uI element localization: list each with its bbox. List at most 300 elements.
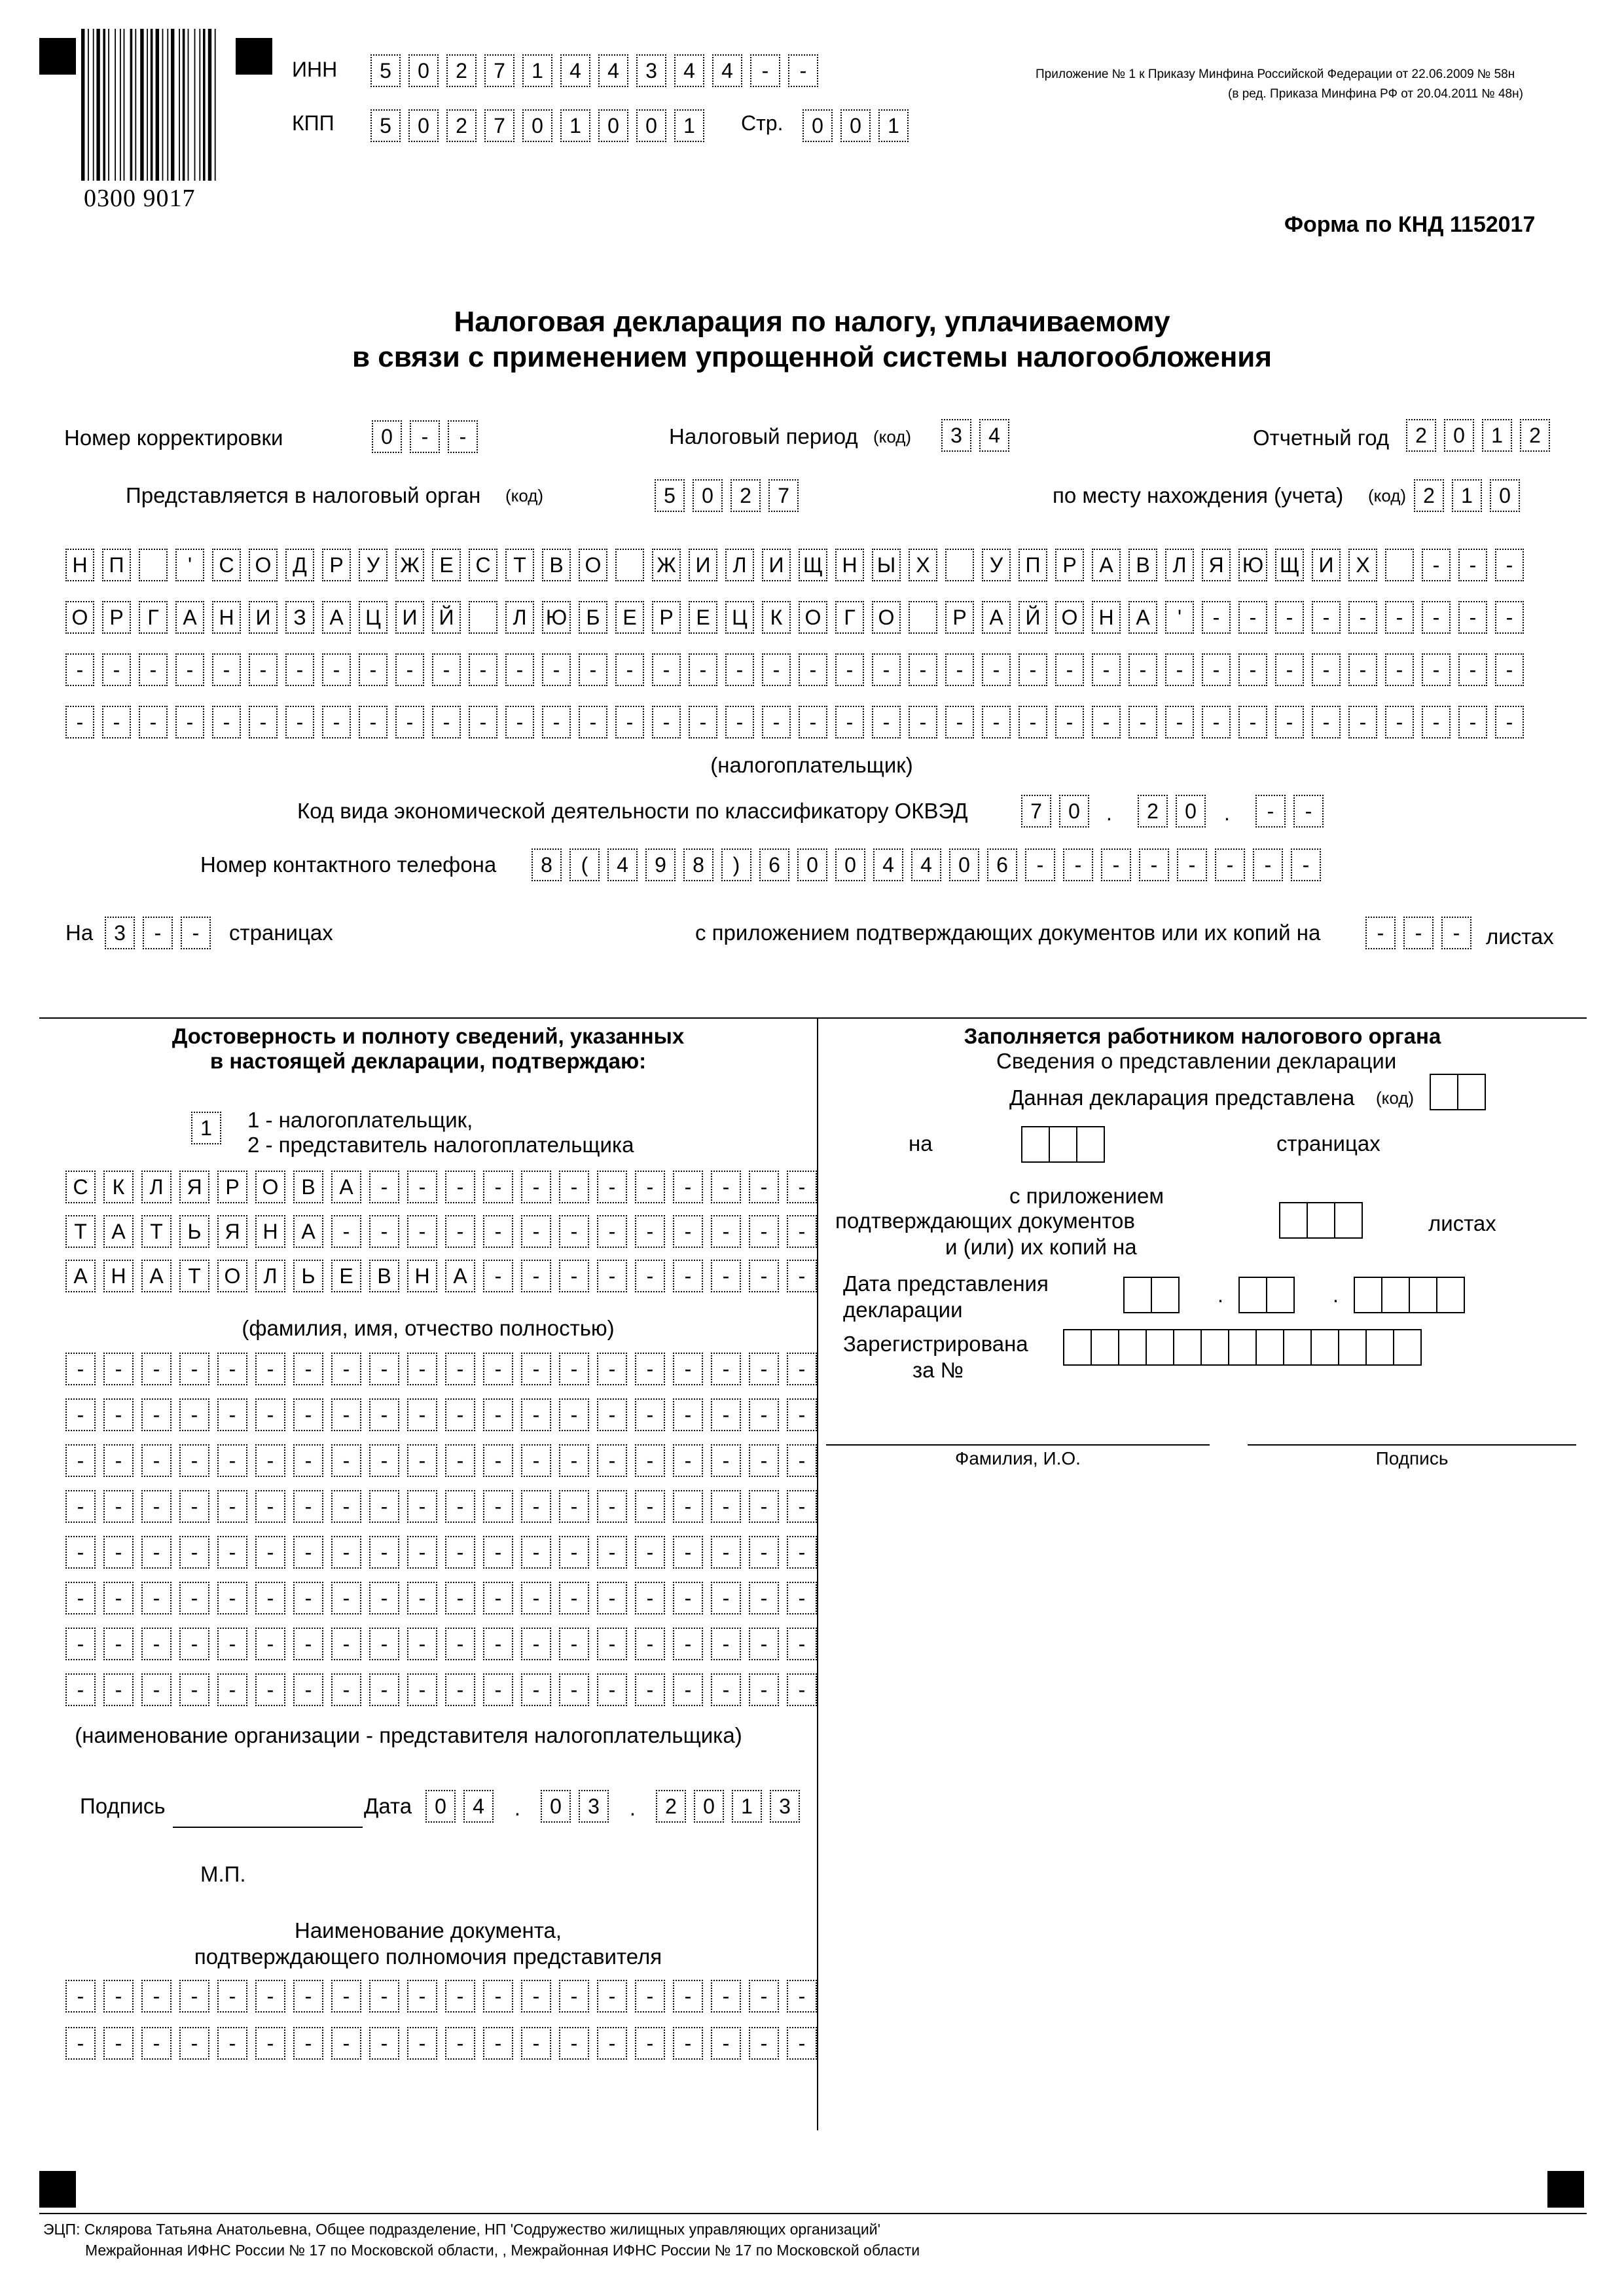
char-cell[interactable] bbox=[1307, 1202, 1335, 1239]
char-cell[interactable]: - bbox=[217, 1628, 247, 1660]
char-cell[interactable]: - bbox=[673, 1980, 703, 2013]
char-cell[interactable]: 5 bbox=[655, 479, 685, 512]
char-cell[interactable]: - bbox=[407, 1980, 437, 2013]
char-cell[interactable]: - bbox=[331, 1398, 361, 1431]
char-cell[interactable]: - bbox=[181, 917, 211, 949]
char-cell[interactable]: - bbox=[395, 706, 424, 738]
signature-line[interactable] bbox=[173, 1827, 363, 1828]
char-cell[interactable]: - bbox=[749, 1353, 779, 1385]
char-cell[interactable]: - bbox=[597, 1215, 627, 1248]
char-cell[interactable]: - bbox=[103, 1353, 134, 1385]
char-cell[interactable]: - bbox=[1055, 706, 1084, 738]
char-cell[interactable] bbox=[1063, 1329, 1092, 1366]
char-cell[interactable]: - bbox=[331, 1673, 361, 1706]
char-cell[interactable]: - bbox=[483, 1628, 513, 1660]
char-cell[interactable]: 1 bbox=[878, 109, 909, 142]
char-cell[interactable]: - bbox=[1063, 848, 1093, 881]
char-cell[interactable]: - bbox=[725, 706, 754, 738]
char-cell[interactable]: - bbox=[331, 1582, 361, 1614]
char-cell[interactable]: 8 bbox=[532, 848, 562, 881]
taxpayer-name-row[interactable] bbox=[65, 549, 1532, 581]
char-cell[interactable]: - bbox=[787, 1536, 817, 1569]
char-cell[interactable]: Ц bbox=[725, 601, 754, 634]
char-cell[interactable] bbox=[1228, 1329, 1257, 1366]
char-cell[interactable]: Н bbox=[407, 1260, 437, 1292]
char-cell[interactable]: Щ bbox=[1275, 549, 1304, 581]
char-cell[interactable]: - bbox=[1101, 848, 1131, 881]
char-cell[interactable]: - bbox=[787, 1490, 817, 1523]
char-cell[interactable]: - bbox=[1128, 706, 1157, 738]
char-cell[interactable]: - bbox=[673, 1353, 703, 1385]
char-cell[interactable]: 4 bbox=[463, 1790, 494, 1823]
char-cell[interactable] bbox=[1354, 1277, 1382, 1313]
char-cell[interactable] bbox=[1338, 1329, 1367, 1366]
char-cell[interactable]: 0 bbox=[408, 54, 439, 87]
char-cell[interactable]: - bbox=[293, 1398, 323, 1431]
char-cell[interactable]: - bbox=[1495, 549, 1524, 581]
char-cell[interactable]: - bbox=[1202, 601, 1231, 634]
char-cell[interactable]: - bbox=[749, 1444, 779, 1477]
char-cell[interactable]: - bbox=[469, 706, 497, 738]
char-cell[interactable]: Ь bbox=[293, 1260, 323, 1292]
char-cell[interactable]: - bbox=[1348, 653, 1377, 686]
char-cell[interactable]: - bbox=[141, 1490, 171, 1523]
char-cell[interactable]: Н bbox=[65, 549, 94, 581]
char-cell[interactable] bbox=[1118, 1329, 1147, 1366]
char-cell[interactable]: - bbox=[369, 1215, 399, 1248]
page-number-field[interactable] bbox=[803, 109, 916, 142]
char-cell[interactable]: 0 bbox=[541, 1790, 571, 1823]
char-cell[interactable] bbox=[1049, 1126, 1077, 1163]
char-cell[interactable]: - bbox=[103, 1490, 134, 1523]
char-cell[interactable]: - bbox=[1025, 848, 1055, 881]
char-cell[interactable]: - bbox=[787, 1353, 817, 1385]
char-cell[interactable]: - bbox=[369, 1980, 399, 2013]
char-cell[interactable]: 1 bbox=[674, 109, 704, 142]
char-cell[interactable]: - bbox=[65, 1980, 96, 2013]
char-cell[interactable]: - bbox=[505, 653, 534, 686]
char-cell[interactable]: ' bbox=[1165, 601, 1194, 634]
char-cell[interactable]: И bbox=[395, 601, 424, 634]
char-cell[interactable] bbox=[1283, 1329, 1312, 1366]
char-cell[interactable]: - bbox=[579, 706, 607, 738]
char-cell[interactable]: - bbox=[65, 2027, 96, 2060]
char-cell[interactable]: З bbox=[285, 601, 314, 634]
char-cell[interactable]: - bbox=[711, 1490, 741, 1523]
char-cell[interactable]: - bbox=[521, 1980, 551, 2013]
char-cell[interactable]: - bbox=[65, 1353, 96, 1385]
char-cell[interactable]: - bbox=[293, 1980, 323, 2013]
char-cell[interactable]: - bbox=[787, 1398, 817, 1431]
char-cell[interactable]: - bbox=[1422, 549, 1451, 581]
char-cell[interactable]: В bbox=[542, 549, 571, 581]
char-cell[interactable]: - bbox=[103, 1980, 134, 2013]
char-cell[interactable]: - bbox=[175, 706, 204, 738]
char-cell[interactable]: - bbox=[597, 1628, 627, 1660]
char-cell[interactable]: - bbox=[407, 1444, 437, 1477]
office-date-year-field[interactable] bbox=[1355, 1277, 1465, 1313]
char-cell[interactable]: - bbox=[711, 1215, 741, 1248]
char-cell[interactable]: - bbox=[635, 1398, 665, 1431]
char-cell[interactable]: 0 bbox=[1176, 795, 1206, 828]
char-cell[interactable]: - bbox=[1312, 706, 1341, 738]
char-cell[interactable]: - bbox=[179, 1980, 209, 2013]
char-cell[interactable]: - bbox=[635, 1260, 665, 1292]
char-cell[interactable]: - bbox=[635, 1490, 665, 1523]
char-cell[interactable] bbox=[1173, 1329, 1202, 1366]
char-cell[interactable]: - bbox=[217, 1353, 247, 1385]
char-cell[interactable]: 3 bbox=[579, 1790, 609, 1823]
char-cell[interactable]: - bbox=[1019, 706, 1047, 738]
char-cell[interactable]: 4 bbox=[560, 54, 590, 87]
char-cell[interactable]: Ю bbox=[1238, 549, 1267, 581]
char-cell[interactable]: - bbox=[445, 1171, 475, 1203]
char-cell[interactable]: П bbox=[102, 549, 131, 581]
char-cell[interactable]: - bbox=[1495, 653, 1524, 686]
char-cell[interactable]: - bbox=[597, 2027, 627, 2060]
char-cell[interactable]: - bbox=[635, 1353, 665, 1385]
char-cell[interactable]: - bbox=[872, 706, 901, 738]
char-cell[interactable]: - bbox=[432, 706, 461, 738]
char-cell[interactable]: - bbox=[982, 653, 1011, 686]
char-cell[interactable]: Ж bbox=[652, 549, 681, 581]
char-cell[interactable] bbox=[139, 549, 168, 581]
char-cell[interactable]: - bbox=[293, 1628, 323, 1660]
char-cell[interactable]: - bbox=[1238, 653, 1267, 686]
char-cell[interactable]: О bbox=[1055, 601, 1084, 634]
char-cell[interactable]: - bbox=[445, 1980, 475, 2013]
char-cell[interactable]: - bbox=[139, 706, 168, 738]
char-cell[interactable]: 7 bbox=[1021, 795, 1051, 828]
char-cell[interactable]: Е bbox=[615, 601, 644, 634]
org-name-row[interactable] bbox=[65, 1353, 825, 1385]
char-cell[interactable]: И bbox=[1312, 549, 1341, 581]
char-cell[interactable]: - bbox=[673, 2027, 703, 2060]
char-cell[interactable]: Н bbox=[835, 549, 864, 581]
char-cell[interactable]: - bbox=[749, 1260, 779, 1292]
char-cell[interactable]: - bbox=[1165, 706, 1194, 738]
char-cell[interactable]: - bbox=[635, 1215, 665, 1248]
char-cell[interactable] bbox=[1457, 1074, 1486, 1110]
char-cell[interactable]: - bbox=[407, 1536, 437, 1569]
char-cell[interactable]: 2 bbox=[1138, 795, 1168, 828]
date-day-field[interactable] bbox=[425, 1790, 501, 1823]
char-cell[interactable]: А bbox=[982, 601, 1011, 634]
char-cell[interactable]: - bbox=[673, 1673, 703, 1706]
char-cell[interactable]: - bbox=[799, 653, 827, 686]
char-cell[interactable]: - bbox=[597, 1260, 627, 1292]
char-cell[interactable]: Я bbox=[217, 1215, 247, 1248]
char-cell[interactable]: Е bbox=[331, 1260, 361, 1292]
char-cell[interactable]: - bbox=[559, 1628, 589, 1660]
char-cell[interactable]: - bbox=[1422, 601, 1451, 634]
char-cell[interactable]: - bbox=[559, 1398, 589, 1431]
char-cell[interactable]: - bbox=[65, 1628, 96, 1660]
char-cell[interactable] bbox=[1255, 1329, 1284, 1366]
char-cell[interactable]: 7 bbox=[484, 109, 514, 142]
char-cell[interactable]: - bbox=[559, 1582, 589, 1614]
org-name-row[interactable] bbox=[65, 1490, 825, 1523]
char-cell[interactable]: - bbox=[559, 1215, 589, 1248]
char-cell[interactable]: - bbox=[635, 2027, 665, 2060]
char-cell[interactable]: Р bbox=[217, 1171, 247, 1203]
char-cell[interactable]: - bbox=[635, 1628, 665, 1660]
char-cell[interactable]: - bbox=[369, 1582, 399, 1614]
date-month-field[interactable] bbox=[541, 1790, 617, 1823]
char-cell[interactable]: - bbox=[542, 706, 571, 738]
char-cell[interactable]: О bbox=[217, 1260, 247, 1292]
char-cell[interactable]: - bbox=[255, 1582, 285, 1614]
char-cell[interactable]: - bbox=[1348, 706, 1377, 738]
char-cell[interactable]: - bbox=[217, 1536, 247, 1569]
char-cell[interactable] bbox=[1123, 1277, 1152, 1313]
signer-type-field[interactable] bbox=[191, 1112, 229, 1144]
char-cell[interactable]: - bbox=[179, 1536, 209, 1569]
char-cell[interactable]: - bbox=[212, 706, 241, 738]
taxpayer-name-row[interactable] bbox=[65, 601, 1532, 634]
char-cell[interactable]: - bbox=[1275, 653, 1304, 686]
char-cell[interactable]: ) bbox=[721, 848, 751, 881]
char-cell[interactable]: 2 bbox=[1520, 419, 1550, 452]
char-cell[interactable]: - bbox=[103, 1536, 134, 1569]
char-cell[interactable]: 5 bbox=[370, 109, 401, 142]
char-cell[interactable]: - bbox=[331, 1536, 361, 1569]
char-cell[interactable]: - bbox=[835, 706, 864, 738]
char-cell[interactable]: - bbox=[331, 2027, 361, 2060]
char-cell[interactable]: - bbox=[559, 1444, 589, 1477]
char-cell[interactable]: С bbox=[212, 549, 241, 581]
char-cell[interactable]: - bbox=[179, 1353, 209, 1385]
char-cell[interactable]: - bbox=[1165, 653, 1194, 686]
char-cell[interactable]: У bbox=[359, 549, 388, 581]
char-cell[interactable]: 2 bbox=[656, 1790, 686, 1823]
char-cell[interactable]: С bbox=[469, 549, 497, 581]
char-cell[interactable]: 3 bbox=[105, 917, 135, 949]
char-cell[interactable]: - bbox=[1255, 795, 1286, 828]
char-cell[interactable]: - bbox=[179, 1444, 209, 1477]
char-cell[interactable]: - bbox=[749, 1628, 779, 1660]
char-cell[interactable] bbox=[909, 601, 937, 634]
char-cell[interactable]: 0 bbox=[522, 109, 552, 142]
char-cell[interactable]: - bbox=[483, 2027, 513, 2060]
char-cell[interactable] bbox=[1200, 1329, 1229, 1366]
char-cell[interactable]: - bbox=[65, 706, 94, 738]
char-cell[interactable]: - bbox=[711, 1582, 741, 1614]
char-cell[interactable]: 2 bbox=[1406, 419, 1436, 452]
char-cell[interactable]: - bbox=[141, 1398, 171, 1431]
char-cell[interactable]: - bbox=[179, 1490, 209, 1523]
char-cell[interactable]: Г bbox=[139, 601, 168, 634]
char-cell[interactable]: - bbox=[445, 1398, 475, 1431]
char-cell[interactable]: - bbox=[711, 1673, 741, 1706]
char-cell[interactable] bbox=[1279, 1202, 1308, 1239]
char-cell[interactable]: - bbox=[711, 1536, 741, 1569]
char-cell[interactable] bbox=[1091, 1329, 1119, 1366]
char-cell[interactable]: - bbox=[255, 1628, 285, 1660]
char-cell[interactable]: - bbox=[65, 1582, 96, 1614]
char-cell[interactable]: - bbox=[1312, 601, 1341, 634]
char-cell[interactable]: - bbox=[212, 653, 241, 686]
office-sheets-field[interactable] bbox=[1280, 1202, 1363, 1239]
char-cell[interactable]: - bbox=[521, 1673, 551, 1706]
char-cell[interactable]: - bbox=[331, 1628, 361, 1660]
char-cell[interactable]: - bbox=[597, 1980, 627, 2013]
char-cell[interactable]: - bbox=[635, 1673, 665, 1706]
char-cell[interactable]: - bbox=[615, 653, 644, 686]
char-cell[interactable]: - bbox=[787, 2027, 817, 2060]
char-cell[interactable]: - bbox=[103, 1444, 134, 1477]
char-cell[interactable]: - bbox=[483, 1171, 513, 1203]
char-cell[interactable]: Й bbox=[1019, 601, 1047, 634]
char-cell[interactable]: - bbox=[285, 706, 314, 738]
char-cell[interactable]: - bbox=[369, 1171, 399, 1203]
char-cell[interactable]: - bbox=[1422, 653, 1451, 686]
char-cell[interactable]: - bbox=[103, 1398, 134, 1431]
okved-field-2[interactable] bbox=[1138, 795, 1214, 828]
char-cell[interactable]: К bbox=[762, 601, 791, 634]
char-cell[interactable]: Н bbox=[1092, 601, 1121, 634]
org-name-row[interactable] bbox=[65, 1444, 825, 1477]
char-cell[interactable]: - bbox=[331, 1490, 361, 1523]
char-cell[interactable]: 2 bbox=[446, 109, 477, 142]
char-cell[interactable]: Х bbox=[909, 549, 937, 581]
char-cell[interactable]: - bbox=[1275, 601, 1304, 634]
char-cell[interactable]: - bbox=[673, 1444, 703, 1477]
char-cell[interactable]: - bbox=[102, 706, 131, 738]
char-cell[interactable]: - bbox=[448, 420, 478, 453]
char-cell[interactable]: 0 bbox=[840, 109, 871, 142]
char-cell[interactable]: - bbox=[1385, 706, 1414, 738]
char-cell[interactable]: О bbox=[249, 549, 278, 581]
char-cell[interactable]: - bbox=[445, 1536, 475, 1569]
char-cell[interactable]: Л bbox=[255, 1260, 285, 1292]
char-cell[interactable]: - bbox=[909, 653, 937, 686]
phone-field[interactable] bbox=[532, 848, 1329, 881]
char-cell[interactable]: Ж bbox=[395, 549, 424, 581]
char-cell[interactable]: - bbox=[1202, 653, 1231, 686]
char-cell[interactable]: - bbox=[1215, 848, 1245, 881]
char-cell[interactable]: ' bbox=[175, 549, 204, 581]
char-cell[interactable] bbox=[1021, 1126, 1050, 1163]
char-cell[interactable]: - bbox=[559, 1171, 589, 1203]
char-cell[interactable] bbox=[469, 601, 497, 634]
char-cell[interactable]: - bbox=[331, 1444, 361, 1477]
char-cell[interactable]: - bbox=[635, 1980, 665, 2013]
char-cell[interactable]: - bbox=[410, 420, 440, 453]
char-cell[interactable]: - bbox=[945, 653, 974, 686]
char-cell[interactable]: 4 bbox=[712, 54, 742, 87]
char-cell[interactable]: - bbox=[483, 1490, 513, 1523]
char-cell[interactable]: - bbox=[1128, 653, 1157, 686]
char-cell[interactable]: - bbox=[787, 1980, 817, 2013]
char-cell[interactable]: Ц bbox=[359, 601, 388, 634]
char-cell[interactable]: - bbox=[407, 1353, 437, 1385]
char-cell[interactable]: - bbox=[711, 1353, 741, 1385]
char-cell[interactable]: - bbox=[521, 1353, 551, 1385]
char-cell[interactable]: - bbox=[369, 1444, 399, 1477]
doc-name-row[interactable] bbox=[65, 1980, 825, 2013]
date-year-field[interactable] bbox=[656, 1790, 808, 1823]
char-cell[interactable]: - bbox=[945, 706, 974, 738]
char-cell[interactable]: - bbox=[1458, 706, 1487, 738]
char-cell[interactable]: 5 bbox=[370, 54, 401, 87]
char-cell[interactable]: Р bbox=[652, 601, 681, 634]
char-cell[interactable]: - bbox=[255, 2027, 285, 2060]
char-cell[interactable]: - bbox=[217, 1582, 247, 1614]
char-cell[interactable]: - bbox=[255, 1490, 285, 1523]
char-cell[interactable]: 0 bbox=[1444, 419, 1474, 452]
char-cell[interactable]: - bbox=[521, 1260, 551, 1292]
char-cell[interactable]: 0 bbox=[949, 848, 979, 881]
char-cell[interactable] bbox=[1409, 1277, 1437, 1313]
char-cell[interactable]: - bbox=[407, 1398, 437, 1431]
char-cell[interactable]: Т bbox=[179, 1260, 209, 1292]
char-cell[interactable]: - bbox=[103, 1582, 134, 1614]
char-cell[interactable]: - bbox=[673, 1215, 703, 1248]
char-cell[interactable]: - bbox=[395, 653, 424, 686]
char-cell[interactable]: - bbox=[982, 706, 1011, 738]
char-cell[interactable]: - bbox=[331, 1215, 361, 1248]
registration-number-field[interactable] bbox=[1064, 1329, 1422, 1366]
char-cell[interactable]: А bbox=[141, 1260, 171, 1292]
char-cell[interactable]: - bbox=[559, 1980, 589, 2013]
char-cell[interactable]: О bbox=[579, 549, 607, 581]
char-cell[interactable]: - bbox=[249, 653, 278, 686]
char-cell[interactable]: - bbox=[635, 1444, 665, 1477]
char-cell[interactable]: А bbox=[1128, 601, 1157, 634]
org-name-row[interactable] bbox=[65, 1582, 825, 1614]
correction-field[interactable] bbox=[372, 420, 486, 453]
char-cell[interactable]: 6 bbox=[987, 848, 1017, 881]
pages-count-field[interactable] bbox=[105, 917, 219, 949]
char-cell[interactable]: - bbox=[217, 1673, 247, 1706]
office-pages-field[interactable] bbox=[1022, 1126, 1105, 1163]
char-cell[interactable]: 0 bbox=[797, 848, 827, 881]
char-cell[interactable]: - bbox=[1348, 601, 1377, 634]
char-cell[interactable]: 3 bbox=[941, 419, 971, 452]
char-cell[interactable]: - bbox=[559, 1536, 589, 1569]
char-cell[interactable]: 0 bbox=[425, 1790, 456, 1823]
char-cell[interactable]: - bbox=[711, 1628, 741, 1660]
char-cell[interactable]: 4 bbox=[979, 419, 1009, 452]
char-cell[interactable]: - bbox=[762, 653, 791, 686]
char-cell[interactable]: И bbox=[249, 601, 278, 634]
char-cell[interactable]: - bbox=[521, 1398, 551, 1431]
char-cell[interactable]: - bbox=[179, 2027, 209, 2060]
char-cell[interactable]: Н bbox=[212, 601, 241, 634]
char-cell[interactable]: - bbox=[559, 1260, 589, 1292]
tax-authority-field[interactable] bbox=[655, 479, 806, 512]
char-cell[interactable]: - bbox=[597, 1171, 627, 1203]
kpp-field[interactable] bbox=[370, 109, 712, 142]
char-cell[interactable]: Р bbox=[102, 601, 131, 634]
char-cell[interactable]: - bbox=[787, 1444, 817, 1477]
char-cell[interactable]: - bbox=[141, 1444, 171, 1477]
char-cell[interactable]: - bbox=[711, 1260, 741, 1292]
char-cell[interactable]: - bbox=[1403, 917, 1434, 949]
char-cell[interactable]: - bbox=[579, 653, 607, 686]
char-cell[interactable]: - bbox=[141, 2027, 171, 2060]
char-cell[interactable]: - bbox=[521, 1536, 551, 1569]
char-cell[interactable]: - bbox=[179, 1628, 209, 1660]
char-cell[interactable]: Т bbox=[141, 1215, 171, 1248]
okved-field-1[interactable] bbox=[1021, 795, 1097, 828]
char-cell[interactable]: - bbox=[673, 1490, 703, 1523]
char-cell[interactable]: - bbox=[293, 1673, 323, 1706]
char-cell[interactable]: - bbox=[432, 653, 461, 686]
char-cell[interactable]: - bbox=[293, 1353, 323, 1385]
char-cell[interactable]: - bbox=[673, 1398, 703, 1431]
